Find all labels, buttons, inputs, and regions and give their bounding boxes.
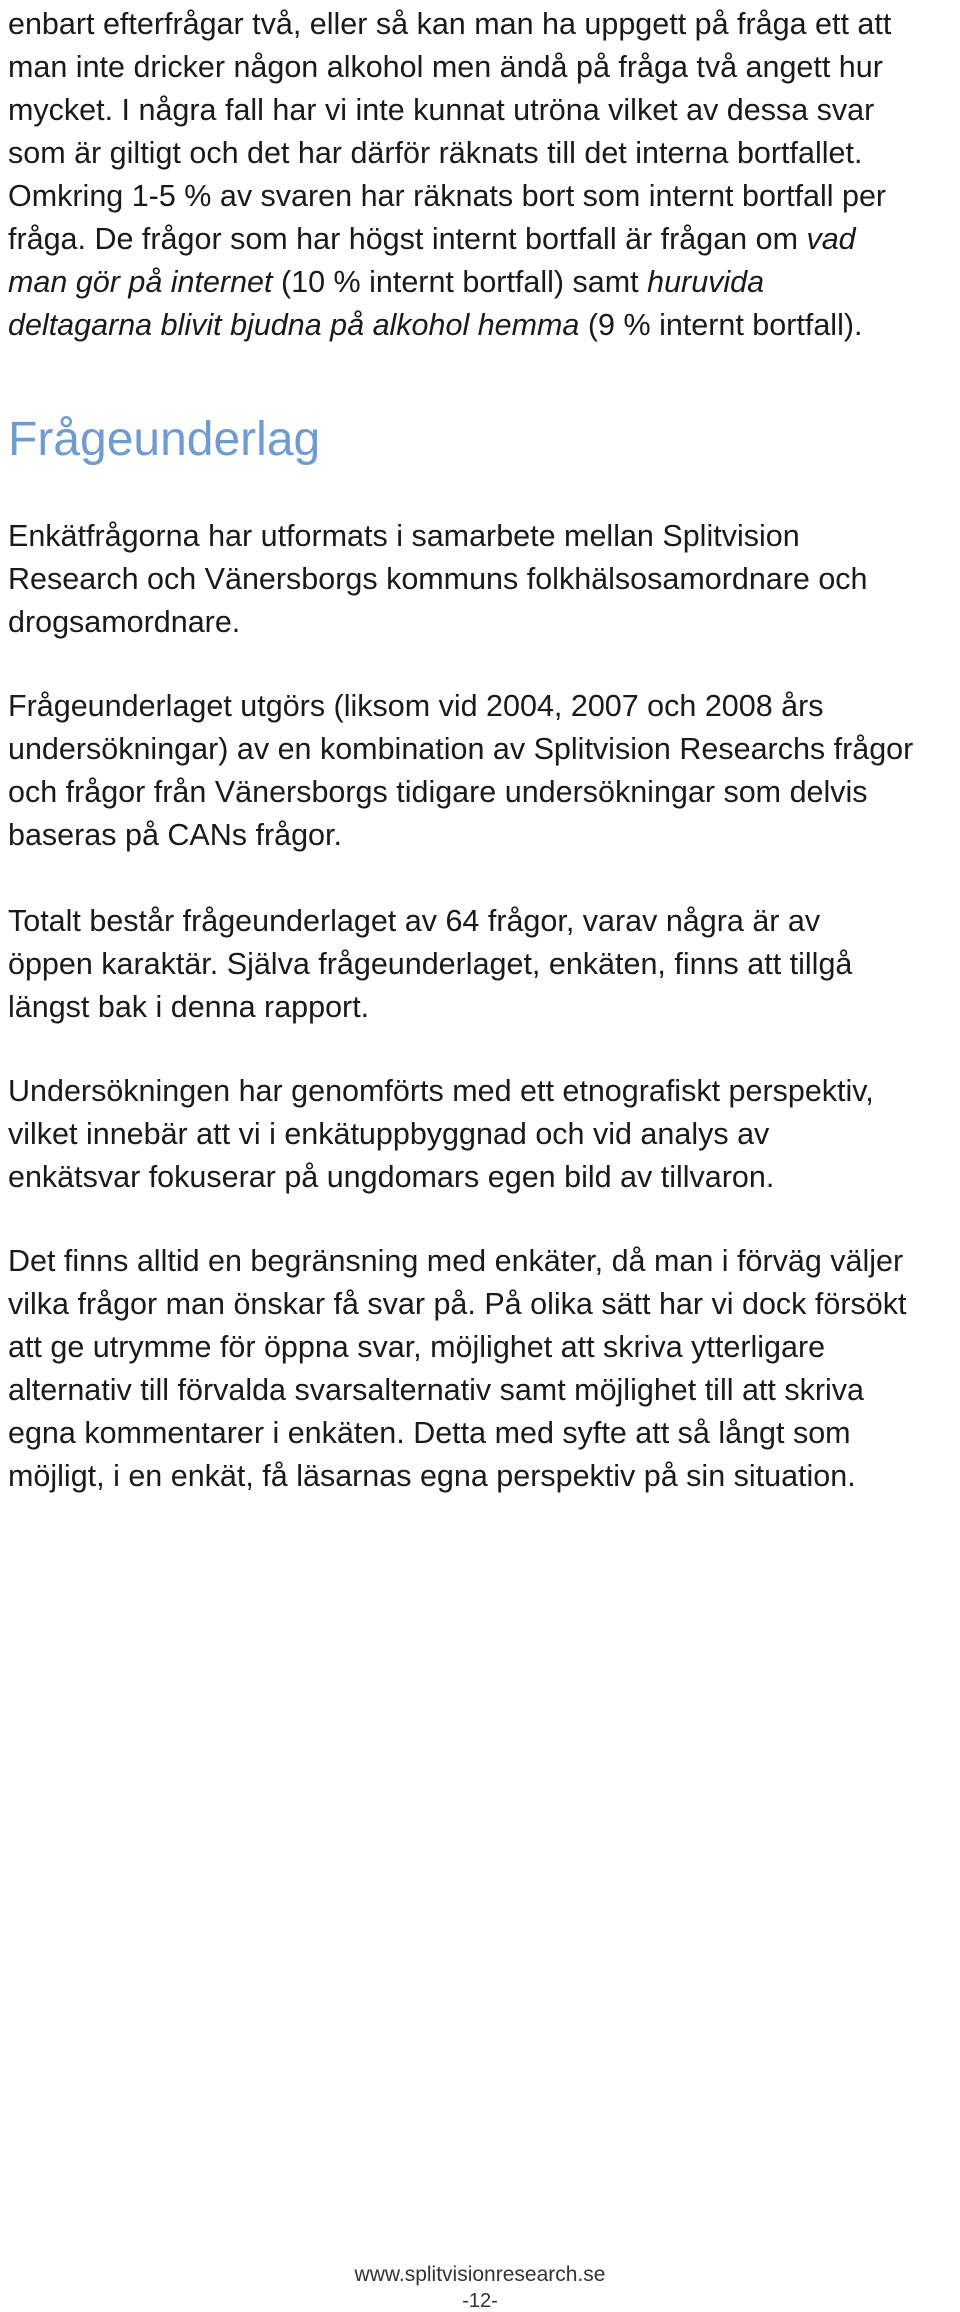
intro-line: mycket. I några fall har vi inte kunnat utröna vilket av dessa svar	[8, 93, 875, 127]
page-number: -12-	[462, 2290, 498, 2312]
intro-line: som är giltigt och det har därför räknats till det interna bortfallet.	[8, 136, 863, 170]
intro-italic-text: vad	[806, 222, 856, 256]
paragraph-collaboration	[8, 515, 952, 644]
paragraph-line: drogsamordnare.	[8, 605, 241, 639]
intro-text: (9 % internt bortfall).	[579, 308, 863, 342]
paragraph-line: Enkätfrågorna har utformats i samarbete mellan Splitvision	[8, 519, 800, 553]
paragraph-line: vilka frågor man önskar få svar på. På olika sätt har vi dock försökt	[8, 1287, 907, 1321]
paragraph-line: Research och Vänersborgs kommuns folkhälsosamordnare och	[8, 562, 868, 596]
intro-line: enbart efterfrågar två, eller så kan man ha uppgett på fråga ett att	[8, 7, 892, 41]
intro-italic-text: deltagarna blivit bjudna på alkohol hemma	[8, 308, 580, 342]
paragraph-line: enkätsvar fokuserar på ungdomars egen bild av tillvaron.	[8, 1160, 775, 1194]
footer-website-url: www.splitvisionresearch.se	[354, 2263, 606, 2286]
paragraph-line: Undersökningen har genomförts med ett etnografiskt perspektiv,	[8, 1074, 874, 1108]
intro-line	[8, 261, 952, 304]
paragraph-question-count	[8, 900, 952, 1029]
intro-italic-text: huruvida	[647, 265, 765, 299]
intro-line	[8, 218, 952, 261]
paragraph-perspective	[8, 1070, 952, 1199]
paragraph-line: undersökningar) av en kombination av Splitvision Researchs frågor	[8, 732, 914, 766]
paragraph-line: att ge utrymme för öppna svar, möjlighet att skriva ytterligare	[8, 1330, 826, 1364]
intro-paragraph	[8, 3, 952, 347]
intro-italic-text: man gör på internet	[8, 265, 273, 299]
paragraph-line: egna kommentarer i enkäten. Detta med syfte att så långt som	[8, 1416, 851, 1450]
paragraph-line: baseras på CANs frågor.	[8, 818, 342, 852]
paragraph-limitations	[8, 1240, 952, 1498]
section-heading: Frågeunderlag	[8, 413, 321, 466]
paragraph-line: öppen karaktär. Själva frågeunderlaget, enkäten, finns att tillgå	[8, 947, 853, 981]
paragraph-line: längst bak i denna rapport.	[8, 990, 370, 1024]
paragraph-line: möjligt, i en enkät, få läsarnas egna perspektiv på sin situation.	[8, 1459, 856, 1493]
paragraph-line: Det finns alltid en begränsning med enkäter, då man i förväg väljer	[8, 1244, 904, 1278]
intro-line: man inte dricker någon alkohol men ändå på fråga två angett hur	[8, 50, 883, 84]
intro-line	[8, 304, 952, 347]
paragraph-line: och frågor från Vänersborgs tidigare undersökningar som delvis	[8, 775, 868, 809]
paragraph-line: Frågeunderlaget utgörs (liksom vid 2004, 2007 och 2008 års	[8, 689, 824, 723]
intro-text: (10 % internt bortfall) samt	[272, 265, 648, 299]
paragraph-line: alternativ till förvalda svarsalternativ samt möjlighet till att skriva	[8, 1373, 864, 1407]
paragraph-line: Totalt består frågeunderlaget av 64 frågor, varav några är av	[8, 904, 821, 938]
paragraph-line: vilket innebär att vi i enkätuppbyggnad och vid analys av	[8, 1117, 770, 1151]
paragraph-question-basis	[8, 685, 952, 857]
intro-text: fråga. De frågor som har högst internt bortfall är frågan om	[8, 222, 807, 256]
intro-line: Omkring 1-5 % av svaren har räknats bort som internt bortfall per	[8, 179, 887, 213]
